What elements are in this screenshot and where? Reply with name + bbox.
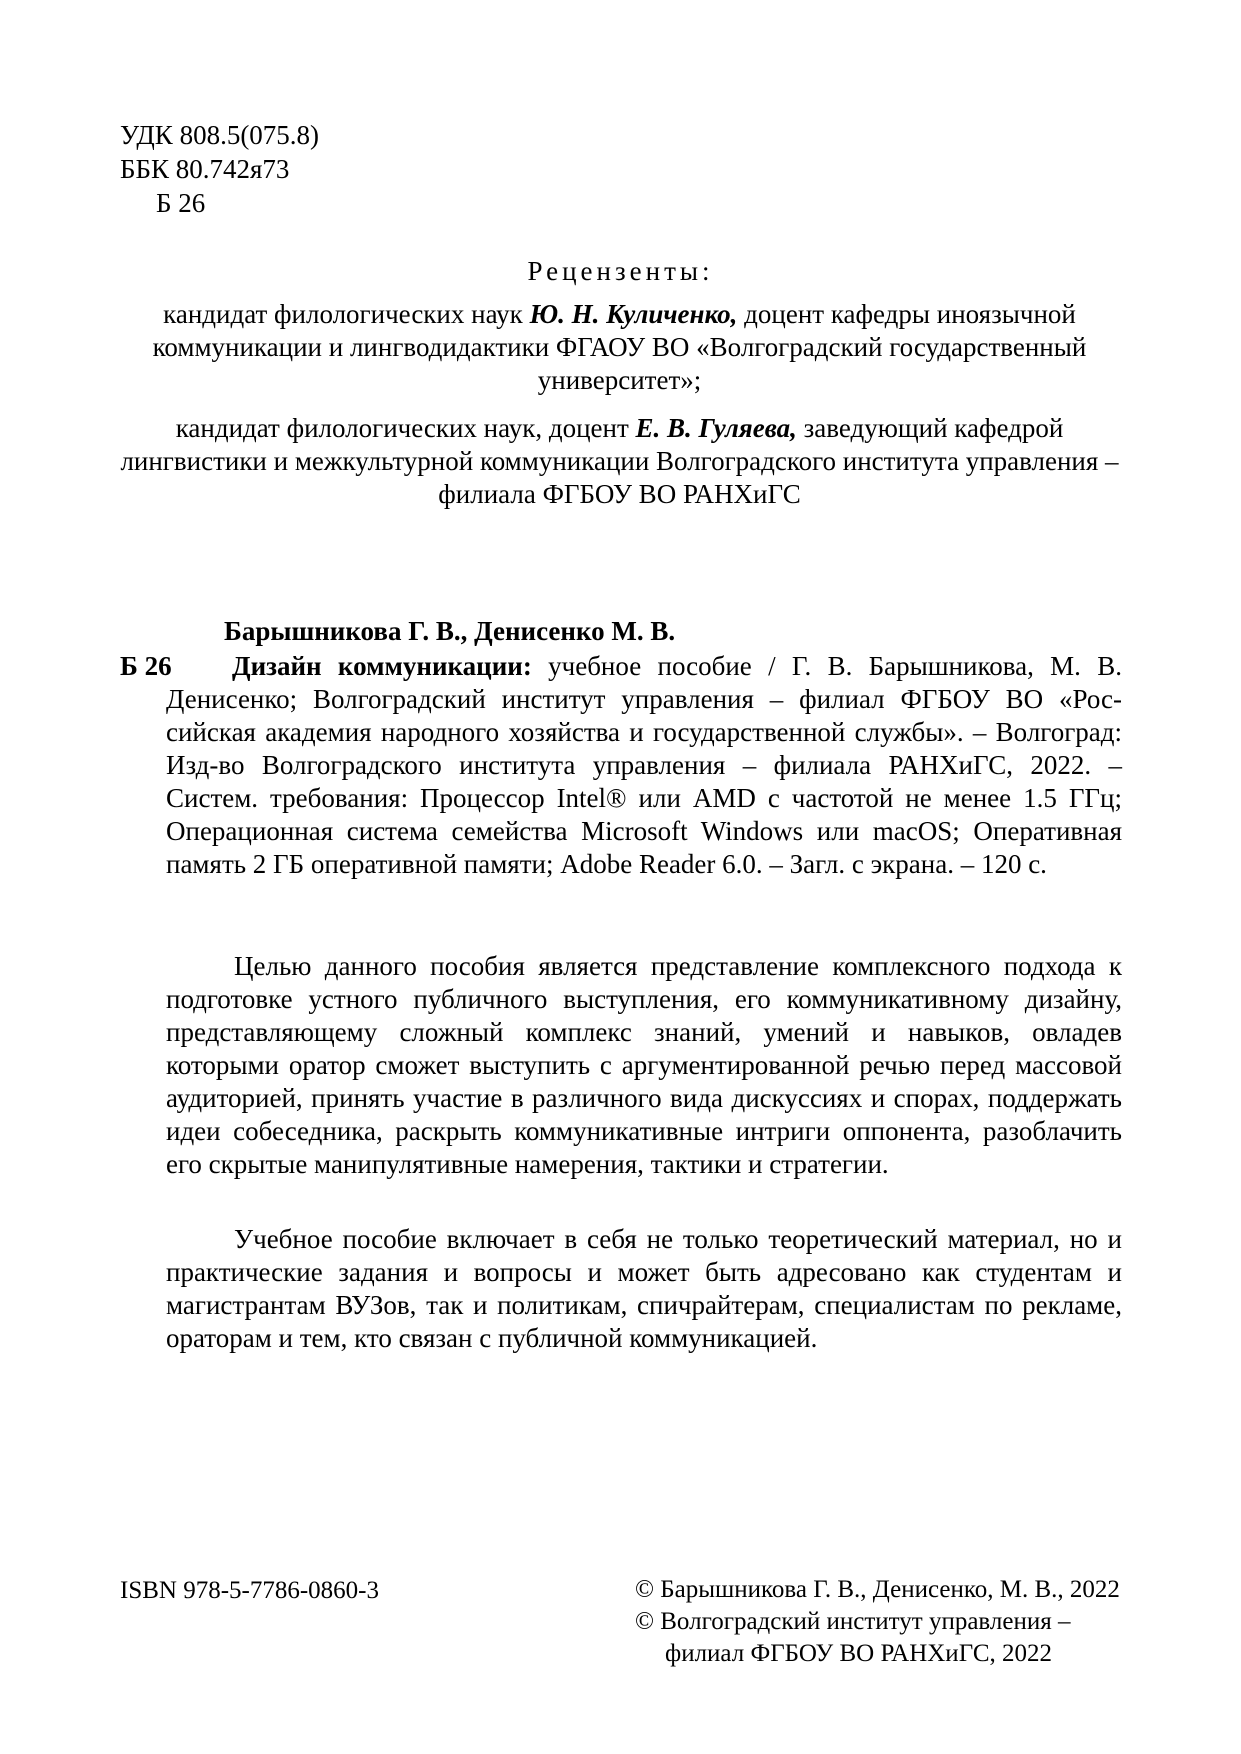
record-title: Дизайн коммуникации: [232, 651, 532, 681]
author-mark: Б 26 [156, 188, 206, 218]
reviewer-1-name: Ю. Н. Куличенко, [529, 299, 738, 329]
reviewer-2-pre: кандидат филологических наук, доцент [175, 413, 636, 443]
bibliographic-record [166, 650, 1122, 881]
copyright-institute-line2: филиал ФГБОУ ВО РАНХиГС, 2022 [665, 1640, 1052, 1667]
copyright-block [635, 1574, 1135, 1670]
udk-code: УДК 808.5(075.8) [120, 120, 320, 150]
record-description: учебное пособие / Г. В. Барышникова, М. В. Денисенко; Волгоградский институт управления – филиал ФГБОУ ВО «Российская академия народного хозяйства и государственной службы». – Волгоград: Изд-во Волгоградского института управления – филиала РАНХиГС, 2022. – Систем. требования: Процессор Intel® или AMD с частотой не менее 1.5 ГГц; Операционная система семейства Microsoft Windows или macOS; Оперативная память 2 ГБ оперативной памяти; Adobe Reader 6.0. – Загл. с экрана. – 120 с. [166, 651, 1122, 879]
reviewer-1-post: доцент кафедры иноязычной коммуникации и лингводидактики ФГАОУ ВО «Волгоградский государственный университет»; [152, 299, 1087, 395]
record-code: Б 26 [120, 651, 172, 681]
record-authors: Барышникова Г. В., Денисенко М. В. [224, 616, 676, 646]
copyright-authors: © Барышникова Г. В., Денисенко, М. В., 2022 [635, 1576, 1120, 1603]
reviewer-2-name: Е. В. Гуляева, [635, 413, 797, 443]
reviewer-2 [118, 412, 1121, 511]
reviewer-2-post: заведующий кафедрой лингвистики и межкультурной коммуникации Волгоградского института управления – филиала ФГБОУ ВО РАНХиГС [120, 413, 1119, 509]
classification-codes [120, 118, 520, 220]
abstract-paragraph-2: Учебное пособие включает в себя не только теоретический материал, но и практические задания и вопросы и может быть адресовано как студентам и магистрантам ВУЗов, так и политикам, спичрайтерам, специалистам по рекламе, ораторам и тем, кто связан с публичной коммуникацией. [166, 1224, 1122, 1353]
copyright-institute-line1: © Волгоградский институт управления – [635, 1608, 1071, 1635]
reviewer-1 [118, 298, 1121, 397]
bbk-code: ББК 80.742я73 [120, 154, 290, 184]
abstract-paragraph-1: Целью данного пособия является представление комплексного подхода к подготовке устного публичного выступления, его коммуникативному дизайну, представляющему сложный комплекс знаний, умений и навыков, овладев которыми оратор сможет выступить с аргументированной речью перед массовой аудиторией, принять участие в различного вида дискуссиях и спорах, поддержать идеи собеседника, раскрыть коммуникативные интриги оппонента, разоблачить его скрытые манипулятивные намерения, тактики и стратегии. [166, 951, 1122, 1179]
reviewer-1-pre: кандидат филологических наук [163, 299, 530, 329]
isbn: ISBN 978-5-7786-0860-3 [120, 1577, 380, 1604]
reviewers-heading: Рецензенты: [527, 256, 714, 286]
